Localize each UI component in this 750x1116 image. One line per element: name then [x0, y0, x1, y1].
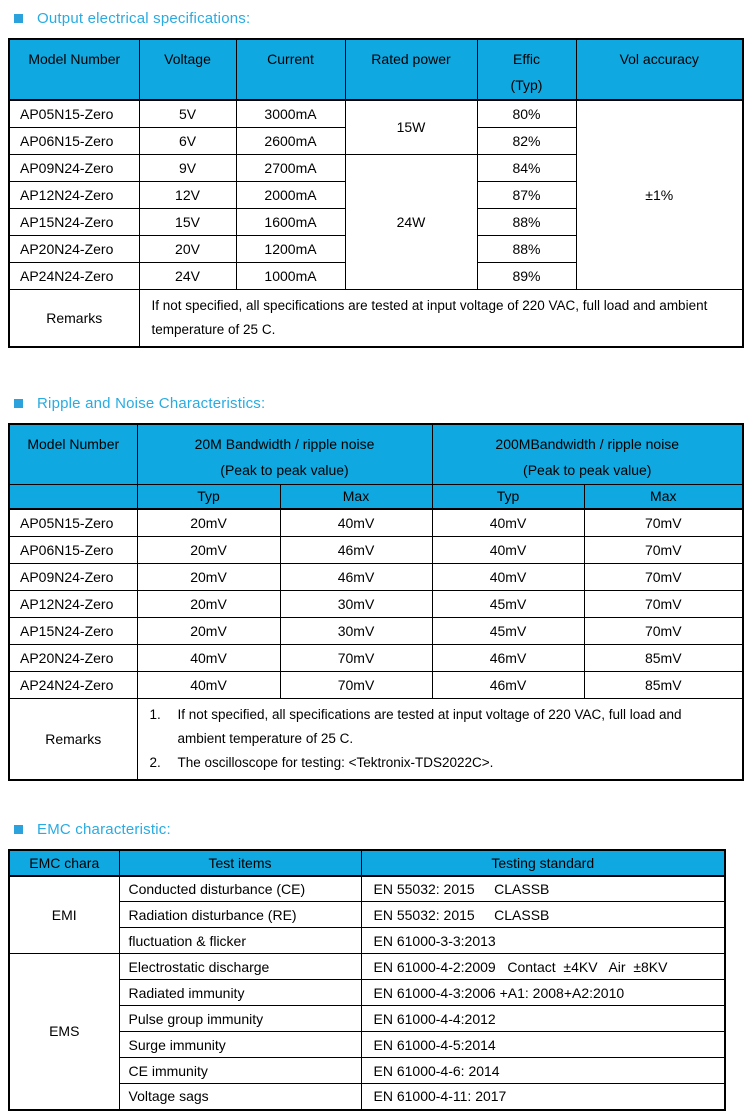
- effic-cell: 87%: [477, 181, 576, 208]
- standard-cell: EN 61000-4-4:2012: [361, 1006, 725, 1032]
- remark-number: 1.: [149, 706, 161, 722]
- remarks-row: [9, 698, 743, 780]
- max20-cell: 30mV: [280, 617, 432, 644]
- typ200-cell: 46mV: [432, 644, 584, 671]
- effic-cell: 84%: [477, 154, 576, 181]
- standard-cell: EN 61000-4-11: 2017: [361, 1084, 725, 1110]
- model-cell: AP20N24-Zero: [9, 644, 137, 671]
- effic-cell: 82%: [477, 127, 576, 154]
- column-header-model: Model Number: [9, 424, 137, 485]
- voltage-cell: 5V: [139, 100, 236, 127]
- max200-cell: 70mV: [584, 509, 743, 536]
- test-item-cell: CE immunity: [119, 1058, 361, 1084]
- current-cell: 2700mA: [236, 154, 345, 181]
- max200-cell: 70mV: [584, 617, 743, 644]
- table-row: [9, 876, 725, 902]
- column-header-typ-200m: Typ: [432, 484, 584, 509]
- remarks-row: [9, 289, 743, 347]
- ripple-subheader-row: [9, 484, 743, 509]
- square-bullet-icon: [14, 14, 23, 23]
- model-cell: AP15N24-Zero: [9, 208, 139, 235]
- table-row: [9, 671, 743, 698]
- max200-cell: 70mV: [584, 563, 743, 590]
- max200-cell: 70mV: [584, 536, 743, 563]
- remark-text: If not specified, all specifications are tested at input voltage of 220 VAC, full load and ambient temperature of 25 C.: [177, 706, 682, 746]
- standard-cell: EN 55032: 2015 CLASSB: [361, 902, 725, 928]
- typ200-cell: 45mV: [432, 590, 584, 617]
- vol-accuracy-cell: ±1%: [576, 100, 743, 289]
- max20-cell: 46mV: [280, 536, 432, 563]
- max200-cell: 85mV: [584, 644, 743, 671]
- voltage-cell: 9V: [139, 154, 236, 181]
- max20-cell: 30mV: [280, 590, 432, 617]
- model-cell: AP20N24-Zero: [9, 235, 139, 262]
- rated-power-24w-cell: 24W: [345, 154, 477, 289]
- effic-typ-label: (Typ): [510, 77, 543, 93]
- table-row: [9, 617, 743, 644]
- effic-cell: 89%: [477, 262, 576, 289]
- column-header-model: Model Number: [9, 39, 139, 100]
- model-cell: AP09N24-Zero: [9, 563, 137, 590]
- emi-group-cell: EMI: [9, 876, 119, 954]
- typ20-cell: 40mV: [137, 671, 280, 698]
- standard-cell: EN 61000-4-2:2009 Contact ±4KV Air ±8KV: [361, 954, 725, 980]
- table-row: [9, 644, 743, 671]
- test-item-cell: Conducted disturbance (CE): [119, 876, 361, 902]
- bw20-line1: 20M Bandwidth / ripple noise: [194, 435, 375, 452]
- table-row: [9, 100, 743, 127]
- empty-header-cell: [9, 484, 137, 509]
- standard-cell: EN 55032: 2015 CLASSB: [361, 876, 725, 902]
- current-cell: 2000mA: [236, 181, 345, 208]
- model-cell: AP06N15-Zero: [9, 127, 139, 154]
- test-item-cell: Pulse group immunity: [119, 1006, 361, 1032]
- max200-cell: 85mV: [584, 671, 743, 698]
- max200-cell: 70mV: [584, 590, 743, 617]
- column-header-test-items: Test items: [119, 850, 361, 876]
- bw20-line2: (Peak to peak value): [220, 461, 349, 478]
- voltage-cell: 20V: [139, 235, 236, 262]
- table-row: [9, 509, 743, 536]
- section-title-emc-label: EMC characteristic:: [37, 820, 171, 838]
- typ20-cell: 20mV: [137, 509, 280, 536]
- test-item-cell: Radiation disturbance (RE): [119, 902, 361, 928]
- max20-cell: 70mV: [280, 644, 432, 671]
- max20-cell: 46mV: [280, 563, 432, 590]
- column-header-current: Current: [236, 39, 345, 100]
- model-cell: AP24N24-Zero: [9, 262, 139, 289]
- typ20-cell: 20mV: [137, 617, 280, 644]
- max20-cell: 70mV: [280, 671, 432, 698]
- remark-item-1: [150, 703, 731, 751]
- test-item-cell: Radiated immunity: [119, 980, 361, 1006]
- column-header-20m-bandwidth: [137, 424, 432, 485]
- standard-cell: EN 61000-4-5:2014: [361, 1032, 725, 1058]
- test-item-cell: Voltage sags: [119, 1084, 361, 1110]
- square-bullet-icon: [14, 399, 23, 408]
- remarks-list: [137, 698, 743, 780]
- model-cell: AP09N24-Zero: [9, 154, 139, 181]
- typ20-cell: 20mV: [137, 590, 280, 617]
- model-cell: AP06N15-Zero: [9, 536, 137, 563]
- standard-cell: EN 61000-3-3:2013: [361, 928, 725, 954]
- column-header-typ-20m: Typ: [137, 484, 280, 509]
- column-header-emc-chara: EMC chara: [9, 850, 119, 876]
- table-row: [9, 536, 743, 563]
- remarks-text: If not specified, all specifications are tested at input voltage of 220 VAC, full load and ambient temperature of 25 C.: [139, 289, 743, 347]
- model-cell: AP24N24-Zero: [9, 671, 137, 698]
- section-title-ripple-label: Ripple and Noise Characteristics:: [37, 394, 266, 412]
- effic-cell: 88%: [477, 235, 576, 262]
- section-title-output-label: Output electrical specifications:: [37, 10, 251, 27]
- remark-item-2: [150, 751, 731, 775]
- column-header-effic: [477, 39, 576, 100]
- table-row: [9, 954, 725, 980]
- model-cell: AP05N15-Zero: [9, 100, 139, 127]
- square-bullet-icon: [14, 825, 23, 834]
- emc-header-row: [9, 850, 725, 876]
- column-header-200m-bandwidth: [432, 424, 743, 485]
- section-title-ripple: [14, 395, 742, 412]
- table-row: [9, 590, 743, 617]
- effic-cell: 88%: [477, 208, 576, 235]
- bw200-line2: (Peak to peak value): [523, 461, 652, 478]
- voltage-cell: 15V: [139, 208, 236, 235]
- model-cell: AP15N24-Zero: [9, 617, 137, 644]
- column-header-voltage: Voltage: [139, 39, 236, 100]
- typ200-cell: 45mV: [432, 617, 584, 644]
- voltage-cell: 12V: [139, 181, 236, 208]
- current-cell: 1200mA: [236, 235, 345, 262]
- typ200-cell: 46mV: [432, 671, 584, 698]
- column-header-testing-standard: Testing standard: [361, 850, 725, 876]
- section-title-output: [14, 10, 742, 27]
- output-header-row: [9, 39, 743, 100]
- test-item-cell: fluctuation & flicker: [119, 928, 361, 954]
- test-item-cell: Surge immunity: [119, 1032, 361, 1058]
- voltage-cell: 24V: [139, 262, 236, 289]
- section-title-emc: [14, 821, 742, 838]
- ems-group-cell: EMS: [9, 954, 119, 1110]
- voltage-cell: 6V: [139, 127, 236, 154]
- column-header-vol-accuracy: Vol accuracy: [576, 39, 743, 100]
- column-header-max-200m: Max: [584, 484, 743, 509]
- ripple-header-row: [9, 424, 743, 485]
- effic-label: Effic: [513, 51, 540, 67]
- current-cell: 3000mA: [236, 100, 345, 127]
- max20-cell: 40mV: [280, 509, 432, 536]
- model-cell: AP12N24-Zero: [9, 181, 139, 208]
- emc-table: [8, 849, 726, 1111]
- test-item-cell: Electrostatic discharge: [119, 954, 361, 980]
- column-header-max-20m: Max: [280, 484, 432, 509]
- rated-power-15w-cell: 15W: [345, 100, 477, 154]
- remarks-label: Remarks: [9, 698, 137, 780]
- typ20-cell: 40mV: [137, 644, 280, 671]
- current-cell: 1000mA: [236, 262, 345, 289]
- current-cell: 2600mA: [236, 127, 345, 154]
- model-cell: AP12N24-Zero: [9, 590, 137, 617]
- table-row: [9, 563, 743, 590]
- ripple-noise-table: [8, 423, 744, 781]
- remark-number: 2.: [149, 754, 161, 770]
- typ200-cell: 40mV: [432, 563, 584, 590]
- typ20-cell: 20mV: [137, 563, 280, 590]
- effic-cell: 80%: [477, 100, 576, 127]
- bw200-line1: 200MBandwidth / ripple noise: [495, 435, 680, 452]
- model-cell: AP05N15-Zero: [9, 509, 137, 536]
- current-cell: 1600mA: [236, 208, 345, 235]
- output-specs-table: [8, 38, 744, 348]
- typ200-cell: 40mV: [432, 509, 584, 536]
- column-header-rated-power: Rated power: [345, 39, 477, 100]
- typ20-cell: 20mV: [137, 536, 280, 563]
- typ200-cell: 40mV: [432, 536, 584, 563]
- remarks-label: Remarks: [9, 289, 139, 347]
- remark-text: The oscilloscope for testing: <Tektronix-TDS2022C>.: [177, 754, 494, 770]
- standard-cell: EN 61000-4-6: 2014: [361, 1058, 725, 1084]
- standard-cell: EN 61000-4-3:2006 +A1: 2008+A2:2010: [361, 980, 725, 1006]
